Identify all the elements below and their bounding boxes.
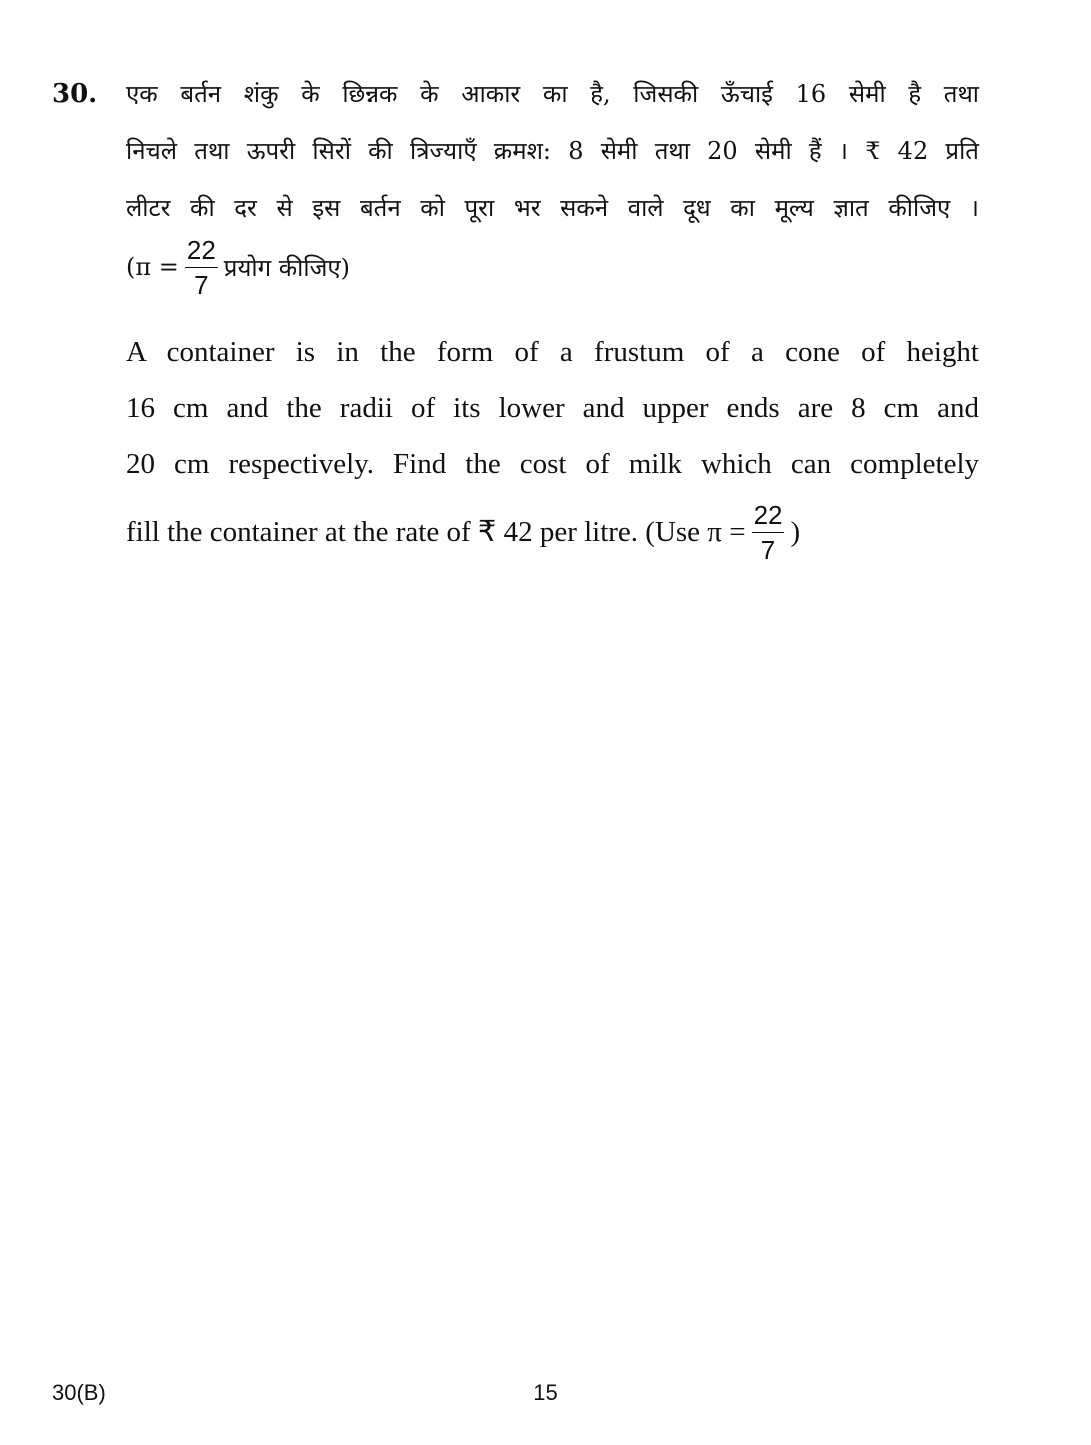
paper-code: 30(B) [52, 1380, 106, 1405]
question-number: 30. [52, 79, 98, 109]
fraction-numerator: 22 [185, 235, 218, 268]
english-line-1: A container is in the form of a frustum of a cone of height [126, 336, 979, 368]
hindi-line-3: लीटर की दर से इस बर्तन को पूरा भर सकने वाले दूध का मूल्य ज्ञात कीजिए । [126, 194, 979, 222]
fraction-denominator: 7 [194, 269, 209, 300]
hindi-pi-prefix: (π = [126, 253, 179, 281]
question-text-english [126, 332, 979, 564]
english-line-2: 16 cm and the radii of its lower and upper ends are 8 cm and [126, 392, 979, 424]
fraction-denominator: 7 [760, 534, 776, 565]
hindi-line-2: निचले तथा ऊपरी सिरों की त्रिज्याएँ क्रमश: 8 सेमी तथा 20 सेमी हैं । ₹ 42 प्रति [126, 137, 979, 165]
hindi-pi-note [126, 232, 350, 302]
english-line-4 [126, 500, 979, 564]
pi-fraction-hindi [185, 235, 218, 300]
english-last-suffix: ) [790, 516, 801, 548]
page-number: 15 [533, 1380, 558, 1405]
fraction-numerator: 22 [752, 500, 785, 533]
pi-fraction-english [752, 500, 785, 565]
question-text-hindi [126, 74, 979, 245]
english-line-3: 20 cm respectively. Find the cost of milk which can completely [126, 448, 979, 480]
hindi-line-1: एक बर्तन शंकु के छिन्नक के आकार का है, जिसकी ऊँचाई 16 सेमी है तथा [126, 80, 979, 108]
english-last-prefix: fill the container at the rate of ₹ 42 per litre. (Use π = [126, 516, 746, 548]
hindi-pi-suffix: प्रयोग कीजिए) [223, 253, 351, 282]
